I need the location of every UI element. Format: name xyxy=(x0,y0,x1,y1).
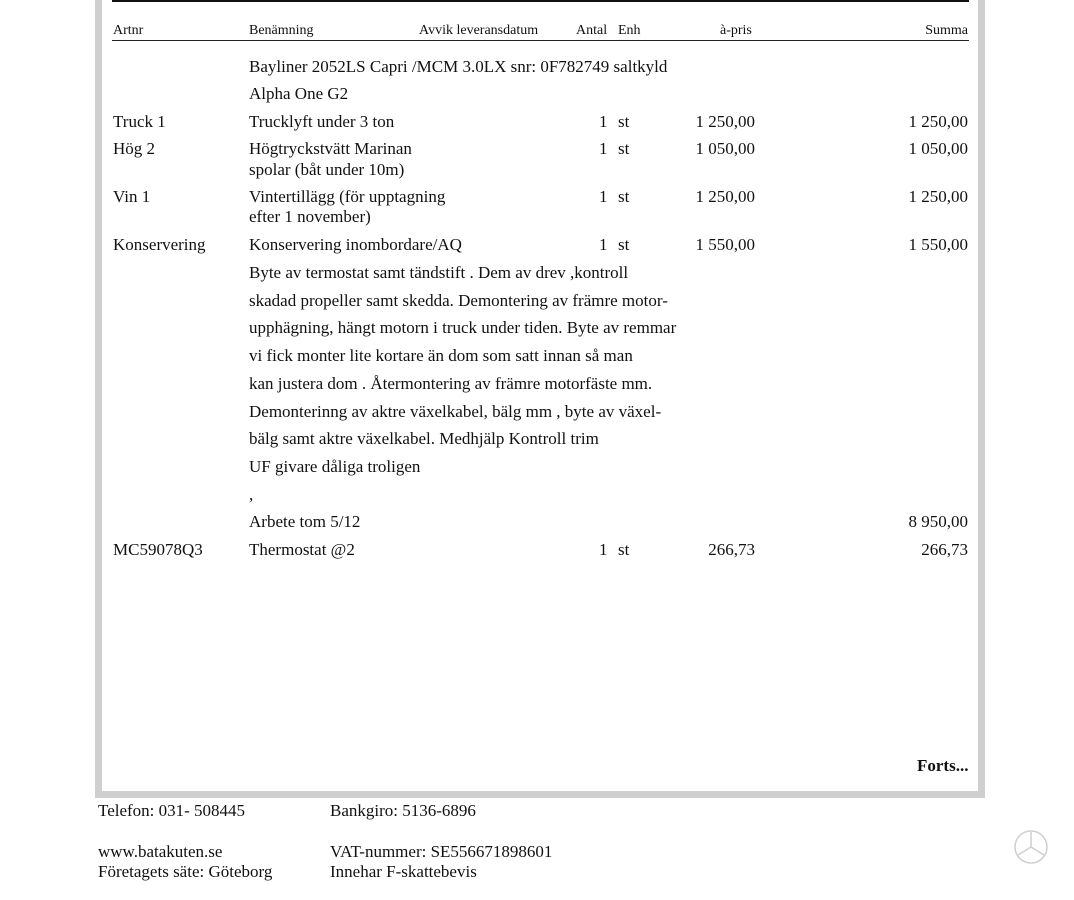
row-enh: st xyxy=(618,112,630,131)
description-line: Demonterinng av aktre växelkabel, bälg mm , byte av växel- xyxy=(249,401,662,421)
row-summa: 1 550,00 xyxy=(908,235,968,254)
row-antal: 1 xyxy=(599,540,608,559)
header-avvik: Avvik leveransdatum xyxy=(419,23,539,38)
row-name: Thermostat @2 xyxy=(249,540,355,559)
row-name-cont: spolar (båt under 10m) xyxy=(249,160,405,179)
row-apris: 1 250,00 xyxy=(695,187,755,206)
row-antal: 1 xyxy=(599,112,608,131)
row-name: Högtryckstvätt Marinan xyxy=(249,139,412,158)
row-enh: st xyxy=(618,187,630,206)
continued-label: Forts... xyxy=(917,756,969,775)
header-enh: Enh xyxy=(618,23,641,38)
star-logo-icon xyxy=(1012,828,1050,866)
row-apris: 1 050,00 xyxy=(695,139,755,158)
description-line: vi fick monter lite kortare än dom som satt innan så man xyxy=(249,346,633,366)
row-enh: st xyxy=(618,139,630,158)
row-summa: 1 050,00 xyxy=(908,139,968,158)
header-artnr: Artnr xyxy=(113,23,144,38)
description-line: , xyxy=(249,484,254,504)
header-rule xyxy=(112,40,969,41)
row-antal: 1 xyxy=(599,235,608,254)
row-apris: 1 250,00 xyxy=(695,112,755,131)
row-summa: 1 250,00 xyxy=(908,187,968,206)
header-apris: à-pris xyxy=(720,23,752,38)
row-antal: 1 xyxy=(599,187,608,206)
row-apris: 266,73 xyxy=(708,540,755,559)
header-antal: Antal xyxy=(576,23,608,38)
row-artnr: Konservering xyxy=(113,235,206,254)
header-summa: Summa xyxy=(925,23,968,38)
description-line: upphägning, hängt motorn i truck under tiden. Byte av remmar xyxy=(249,318,677,338)
row-enh: st xyxy=(618,540,630,559)
description-line: skadad propeller samt skedda. Demontering av främre motor- xyxy=(249,290,668,310)
footer-sate: Företagets säte: Göteborg xyxy=(98,862,273,881)
footer-bankgiro: Bankgiro: 5136-6896 xyxy=(330,801,476,820)
row-artnr: MC59078Q3 xyxy=(113,540,203,559)
footer-website: www.batakuten.se xyxy=(98,842,223,861)
row-name: Vintertillägg (för upptagning xyxy=(249,187,446,206)
row-name-cont: efter 1 november) xyxy=(249,207,371,226)
footer-fskatt: Innehar F-skattebevis xyxy=(330,862,477,881)
row-name: Konservering inombordare/AQ xyxy=(249,235,462,254)
top-rule xyxy=(112,0,969,2)
footer-telefon: Telefon: 031- 508445 xyxy=(98,801,246,820)
header-benamning: Benämning xyxy=(249,23,314,38)
row-artnr: Truck 1 xyxy=(113,112,166,131)
description-line: UF givare dåliga troligen xyxy=(249,456,421,476)
row-artnr: Vin 1 xyxy=(113,187,151,206)
boat-line-2: Alpha One G2 xyxy=(249,84,349,103)
arbete-summa: 8 950,00 xyxy=(908,512,968,531)
work-description xyxy=(249,259,676,508)
row-summa: 1 250,00 xyxy=(908,112,968,131)
row-summa: 266,73 xyxy=(921,540,968,559)
arbete-label: Arbete tom 5/12 xyxy=(249,512,361,531)
description-line: kan justera dom . Återmontering av främre motorfäste mm. xyxy=(249,373,653,393)
row-enh: st xyxy=(618,235,630,254)
row-apris: 1 550,00 xyxy=(695,235,755,254)
row-antal: 1 xyxy=(599,139,608,158)
footer-vat: VAT-nummer: SE556671898601 xyxy=(330,842,553,861)
description-line: Byte av termostat samt tändstift . Dem av drev ,kontroll xyxy=(249,263,629,282)
row-artnr: Hög 2 xyxy=(113,139,156,158)
boat-line-1: Bayliner 2052LS Capri /MCM 3.0LX snr: 0F782749 saltkyld xyxy=(249,57,668,76)
description-line: bälg samt aktre växelkabel. Medhjälp Kontroll trim xyxy=(249,429,599,449)
row-name: Trucklyft under 3 ton xyxy=(249,112,395,131)
